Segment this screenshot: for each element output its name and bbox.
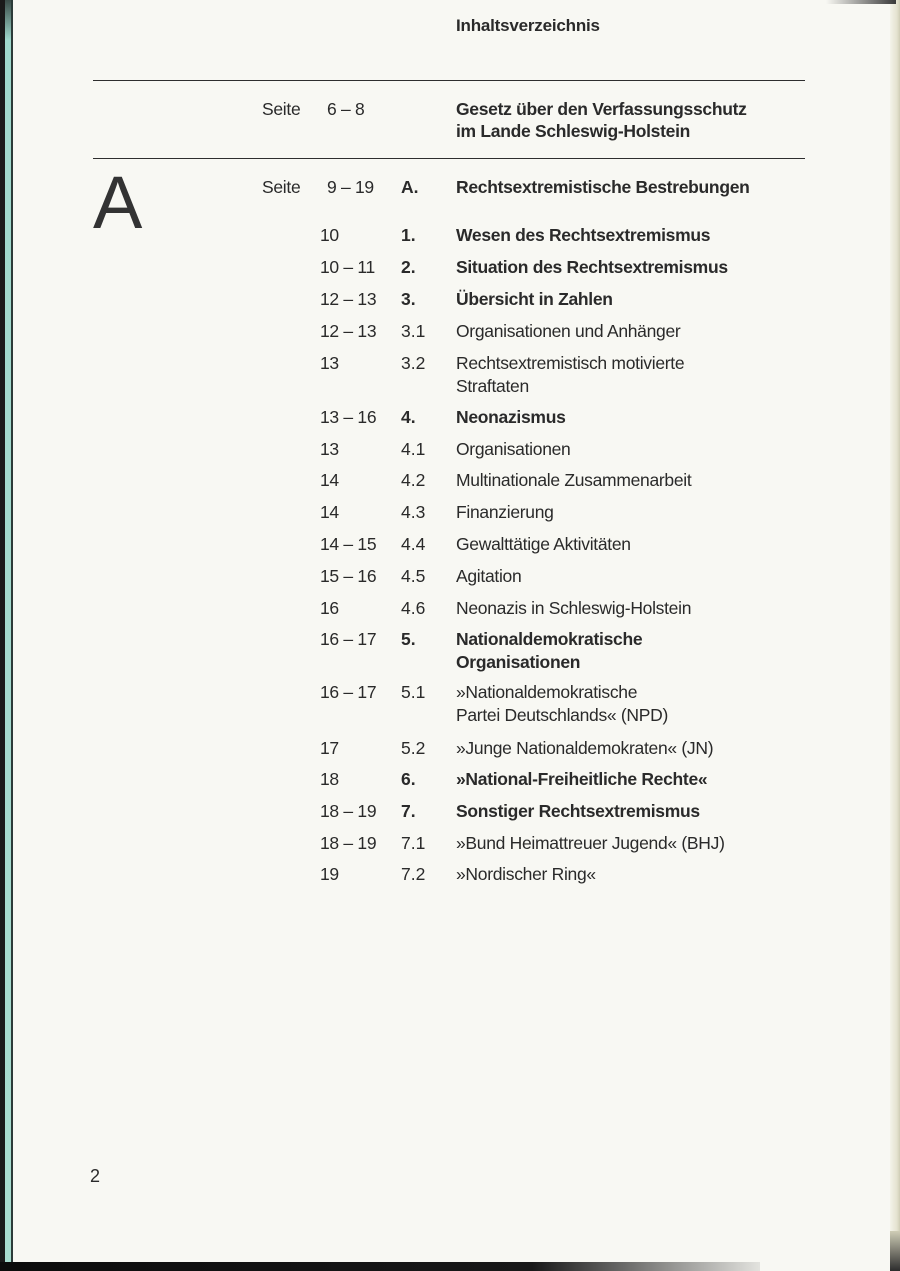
entry-title-line[interactable]: »Nationaldemokratische — [456, 682, 638, 702]
entry-title-line[interactable]: Finanzierung — [456, 502, 554, 522]
entry-title-line1[interactable]: Gesetz über den Verfassungsschutz — [456, 99, 747, 119]
page-range: 18 – 19 — [320, 833, 377, 853]
entry-number: 3. — [401, 289, 416, 309]
entry-number: 6. — [401, 769, 416, 789]
entry-title-line[interactable]: Situation des Rechtsextremismus — [456, 257, 728, 277]
page-range: 15 – 16 — [320, 566, 377, 586]
entry-title-line[interactable]: Neonazismus — [456, 407, 566, 427]
entry-number: 7.1 — [401, 833, 426, 853]
page-range: 12 – 13 — [320, 289, 377, 309]
page-binding-shadow — [11, 0, 13, 1262]
entry-number: 3.1 — [401, 321, 426, 341]
page-range: 18 – 19 — [320, 801, 377, 821]
entry-number: 1. — [401, 225, 416, 245]
entry-title-line[interactable]: Organisationen — [456, 652, 581, 672]
seite-label: Seite — [262, 99, 301, 119]
page-range: 16 – 17 — [320, 682, 377, 702]
page-range: 10 — [320, 225, 339, 245]
entry-number: 4.5 — [401, 566, 426, 586]
page-range: 10 – 11 — [320, 257, 375, 277]
page-corner-shadow — [826, 0, 896, 4]
page-number: 2 — [90, 1166, 101, 1186]
entry-title-line[interactable]: Organisationen — [456, 439, 571, 459]
seite-label: Seite — [262, 177, 301, 197]
page-range: 13 — [320, 439, 339, 459]
entry-title-line2[interactable]: im Lande Schleswig-Holstein — [456, 121, 691, 141]
divider — [93, 80, 805, 81]
entry-title-line[interactable]: Rechtsextremistisch motivierte — [456, 353, 685, 373]
page-range: 16 — [320, 598, 339, 618]
page-range: 16 – 17 — [320, 629, 377, 649]
section-title[interactable]: Rechtsextremistische Bestrebungen — [456, 177, 750, 197]
entry-number: 5. — [401, 629, 416, 649]
page-range: 14 — [320, 502, 339, 522]
page-range: 6 – 8 — [327, 99, 365, 119]
entry-number: 7.2 — [401, 864, 426, 884]
page-range: 13 — [320, 353, 339, 373]
entry-number: 4.1 — [401, 439, 426, 459]
page-range: 14 – 15 — [320, 534, 377, 554]
page-range: 9 – 19 — [327, 177, 374, 197]
entry-title-line[interactable]: Nationaldemokratische — [456, 629, 643, 649]
entry-title-line[interactable]: Wesen des Rechtsextremismus — [456, 225, 711, 245]
entry-number: 3.2 — [401, 353, 426, 373]
entry-title-line[interactable]: Straftaten — [456, 376, 529, 396]
page-range: 14 — [320, 470, 339, 490]
entry-number: 5.1 — [401, 682, 426, 702]
entry-title-line[interactable]: Organisationen und Anhänger — [456, 321, 681, 341]
entry-number: 4. — [401, 407, 416, 427]
section-letter: A — [93, 161, 143, 244]
page-corner-shadow — [890, 1231, 900, 1271]
page-range: 19 — [320, 864, 339, 884]
entry-title-line[interactable]: Agitation — [456, 566, 522, 586]
page-range: 17 — [320, 738, 339, 758]
entry-number: 5.2 — [401, 738, 426, 758]
entry-title-line[interactable]: »National-Freiheitliche Rechte« — [456, 769, 708, 789]
entry-title-line[interactable]: »Nordischer Ring« — [456, 864, 596, 884]
entry-title-line[interactable]: Multinationale Zusammenarbeit — [456, 470, 692, 490]
page-bottom-edge — [0, 1262, 760, 1271]
page-title: Inhaltsverzeichnis — [456, 16, 600, 35]
entry-title-line[interactable]: »Junge Nationaldemokraten« (JN) — [456, 738, 714, 758]
entry-number: 4.6 — [401, 598, 426, 618]
entry-number: 7. — [401, 801, 416, 821]
entry-title-line[interactable]: »Bund Heimattreuer Jugend« (BHJ) — [456, 833, 725, 853]
section-number: A. — [401, 177, 419, 197]
entry-title-line[interactable]: Partei Deutschlands« (NPD) — [456, 705, 669, 725]
entry-title-line[interactable]: Übersicht in Zahlen — [456, 289, 613, 309]
entry-title-line[interactable]: Neonazis in Schleswig-Holstein — [456, 598, 692, 618]
page-range: 12 – 13 — [320, 321, 377, 341]
divider — [93, 158, 805, 159]
entry-number: 4.4 — [401, 534, 426, 554]
entry-title-line[interactable]: Gewalttätige Aktivitäten — [456, 534, 631, 554]
entry-title-line[interactable]: Sonstiger Rechtsextremismus — [456, 801, 700, 821]
entry-number: 4.2 — [401, 470, 426, 490]
page-range: 13 – 16 — [320, 407, 377, 427]
page-right-edge — [890, 0, 900, 1271]
page-range: 18 — [320, 769, 339, 789]
entry-number: 4.3 — [401, 502, 426, 522]
entry-number: 2. — [401, 257, 416, 277]
